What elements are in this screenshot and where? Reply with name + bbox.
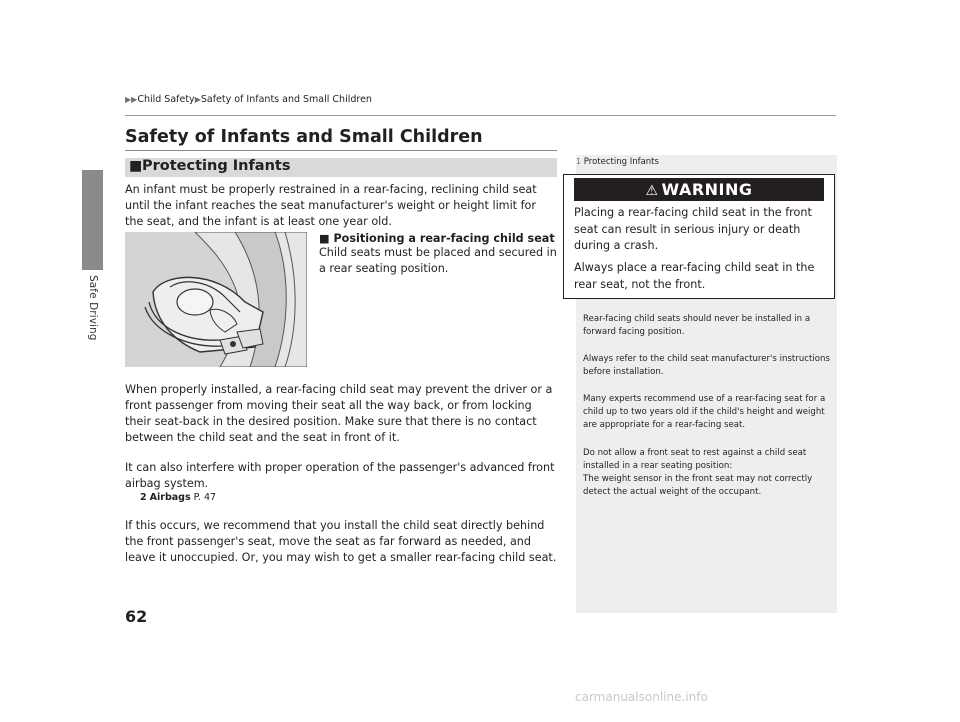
reference-page: P. 47 <box>193 492 217 503</box>
warning-text-front-seat: Placing a rear-facing child seat in the front seat can result in serious injury or death during a crash. <box>574 206 812 252</box>
reference-label: Airbags <box>149 492 191 503</box>
side-note-heading <box>576 157 659 167</box>
positioning-text: Child seats must be placed and secured in a rear seating position. <box>319 246 557 275</box>
note-icon: 1 <box>576 157 582 166</box>
note-front-seat-rest: Do not allow a front seat to rest against a child seat installed in a rear seating position: <box>583 448 807 472</box>
footer-watermark: carmanualsonline.info <box>575 690 708 704</box>
paragraph-recommendation: If this occurs, we recommend that you install the child seat directly behind the front passenger's seat, move the seat as far forward as needed, and leave it unoccupied. Or, you may wish to get a smaller rear-facing child seat. <box>125 519 557 564</box>
page-number: 62 <box>125 607 148 626</box>
airbags-reference-link[interactable] <box>140 492 216 503</box>
section-marker-icon: ■ <box>129 158 143 174</box>
breadcrumb-item-child-safety[interactable]: Child Safety <box>137 94 195 105</box>
side-tab-label: Safe Driving <box>87 275 99 341</box>
warning-label: WARNING <box>661 180 753 199</box>
warning-triangle-icon: ⚠ <box>645 183 659 199</box>
note-experts: Many experts recommend use of a rear-facing seat for a child up to two years old if the child's height and weight are appropriate for a rear-facing seat. <box>583 394 826 431</box>
breadcrumb-separator-icon: ▶ <box>194 95 201 104</box>
positioning-heading: ■ Positioning a rear-facing child seat <box>319 232 555 245</box>
breadcrumb-arrow-icon: ▶▶ <box>125 95 138 104</box>
header-divider <box>125 115 836 116</box>
paragraph-seat-position: When properly installed, a rear-facing child seat may prevent the driver or a front passenger from moving their seat all the way back, or from locking their seat-back in the desired position. Make sure that there is no contact between the child seat and the seat in front of it. <box>125 383 553 444</box>
title-divider <box>125 150 557 151</box>
section-heading: Protecting Infants <box>142 158 291 174</box>
paragraph-airbag-interference: It can also interfere with proper operation of the passenger's advanced front airbag system. <box>125 461 555 490</box>
warning-banner <box>574 178 824 201</box>
side-tab-marker <box>82 170 103 270</box>
side-note-title: Protecting Infants <box>583 157 659 167</box>
child-seat-illustration <box>125 232 307 367</box>
section-heading-bar <box>125 158 557 177</box>
note-manufacturer: Always refer to the child seat manufacturer's instructions before installation. <box>583 354 830 378</box>
note-forward-facing: Rear-facing child seats should never be installed in a forward facing position. <box>583 314 811 338</box>
breadcrumb <box>125 94 372 105</box>
warning-text-rear-seat: Always place a rear-facing child seat in the rear seat, not the front. <box>574 261 815 291</box>
warning-box <box>563 174 835 299</box>
note-weight-sensor: The weight sensor in the front seat may not correctly detect the actual weight of the occupant. <box>583 474 813 498</box>
page-title: Safety of Infants and Small Children <box>125 127 483 147</box>
reference-arrow-icon: 2 <box>140 492 147 503</box>
breadcrumb-item-current: Safety of Infants and Small Children <box>200 94 372 105</box>
paragraph-infant-restraint: An infant must be properly restrained in a rear-facing, reclining child seat until the infant reaches the seat manufacturer's weight or height limit for the seat, and the infant is at least one year old. <box>125 183 537 228</box>
